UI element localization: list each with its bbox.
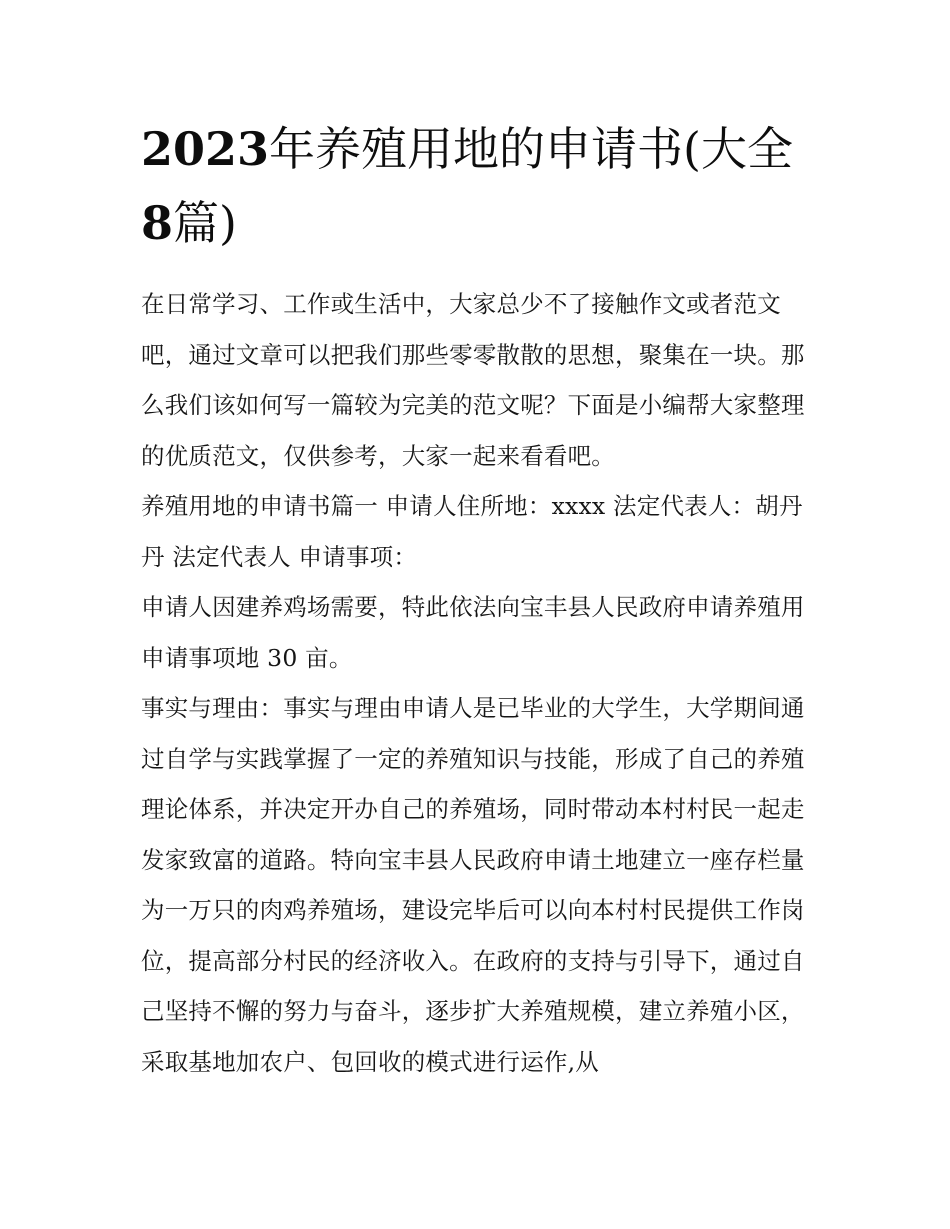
document-body xyxy=(141,279,816,1087)
paragraph-reasons: 事实与理由：事实与理由申请人是已毕业的大学生，大学期间通过自学与实践掌握了一定的养殖知识与技能，形成了自己的养殖理论体系，并决定开办自己的养殖场，同时带动本村村民一起走发家致富的道路。特向宝丰县人民政府申请土地建立一座存栏量为一万只的肉鸡养殖场，建设完毕后可以向本村村民提供工作岗位，提高部分村民的经济收入。在政府的支持与引导下，通过自己坚持不懈的努力与奋斗，逐步扩大养殖规模，建立养殖小区，采取基地加农户、包回收的模式进行运作,从 xyxy=(141,694,805,1076)
paragraph-intro: 在日常学习、工作或生活中，大家总少不了接触作文或者范文吧，通过文章可以把我们那些零零散散的思想，聚集在一块。那么我们该如何写一篇较为完美的范文呢？下面是小编帮大家整理的优质范文，仅供参考，大家一起来看看吧。 xyxy=(141,290,805,470)
title-year: 2023 xyxy=(141,122,270,176)
title-text-part2: 篇) xyxy=(173,196,237,250)
paragraph-request: 申请人因建养鸡场需要，特此依法向宝丰县人民政府申请养殖用申请事项地 30 亩。 xyxy=(141,593,805,672)
title-count: 8 xyxy=(141,196,174,250)
paragraph-applicant: 养殖用地的申请书篇一 申请人住所地：xxxx 法定代表人：胡丹丹 法定代表人 申请事项： xyxy=(141,492,803,571)
document-title xyxy=(141,112,821,260)
title-text-part1: 年养殖用地的申请书(大全 xyxy=(269,122,793,176)
